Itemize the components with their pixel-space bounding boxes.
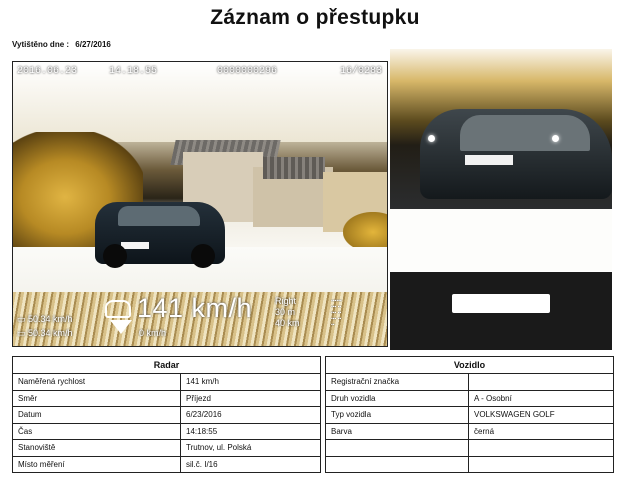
table-row: Stanoviště Trutnov, ul. Polská: [13, 440, 321, 457]
table-row: Typ vozidla VOLKSWAGEN GOLF: [326, 407, 614, 424]
speed-value: 141 km/h: [137, 293, 253, 323]
printed-label: Vytištěno dne :: [12, 40, 70, 49]
table-row: Směr Příjezd: [13, 390, 321, 407]
vehicle-header: Vozidlo: [326, 357, 614, 374]
table-row: [326, 456, 614, 473]
vehicle-table: [325, 356, 614, 473]
osd-limit: 40 km: [275, 318, 300, 328]
osd-id: 0000000296: [217, 66, 278, 77]
zoom-road: [390, 209, 612, 271]
radar-header: Radar: [13, 357, 321, 374]
printed-date: [12, 40, 111, 49]
camera-photo: [12, 61, 388, 347]
table-row: Barva černá: [326, 423, 614, 440]
printed-value: 6/27/2016: [75, 40, 111, 49]
radar-params: [275, 296, 300, 329]
table-row: Datum 6/23/2016: [13, 407, 321, 424]
table-row: Druh vozidla A - Osobní: [326, 390, 614, 407]
document-title: Záznam o přestupku: [210, 6, 420, 29]
osd-time: 14.18.55: [109, 66, 158, 77]
radar-table: [12, 356, 321, 473]
osd-direction: Right: [275, 296, 297, 306]
zero-speed: 0 km/h: [139, 328, 167, 338]
table-row: Čas 14:18:55: [13, 423, 321, 440]
table-row: Naměřená rychlost 141 km/h: [13, 374, 321, 391]
table-row: Místo měření sil.č. I/16: [13, 456, 321, 473]
table-row: Registrační značka: [326, 374, 614, 391]
osd-distance: 30 m: [275, 307, 296, 317]
config-block: ▪▪▪▪▪▪ ▪▪▪ ▪▪ ▪▪▪ ▪▪ ▪▪▪ ▪▪ ▪▪: [331, 298, 342, 328]
license-plate-redacted: [452, 294, 550, 313]
table-row: [326, 440, 614, 457]
car-icon: [105, 300, 131, 318]
approach-arrow-icon: [110, 320, 132, 334]
own-speed-a: ▭ 50.34 km/h: [17, 314, 73, 324]
own-speed-b: ▭ 50.34 km/h: [17, 328, 73, 338]
zoom-photo: [390, 49, 612, 209]
osd-frame: 16/0283: [340, 66, 383, 77]
osd-date: 2016.06.23: [17, 66, 78, 77]
